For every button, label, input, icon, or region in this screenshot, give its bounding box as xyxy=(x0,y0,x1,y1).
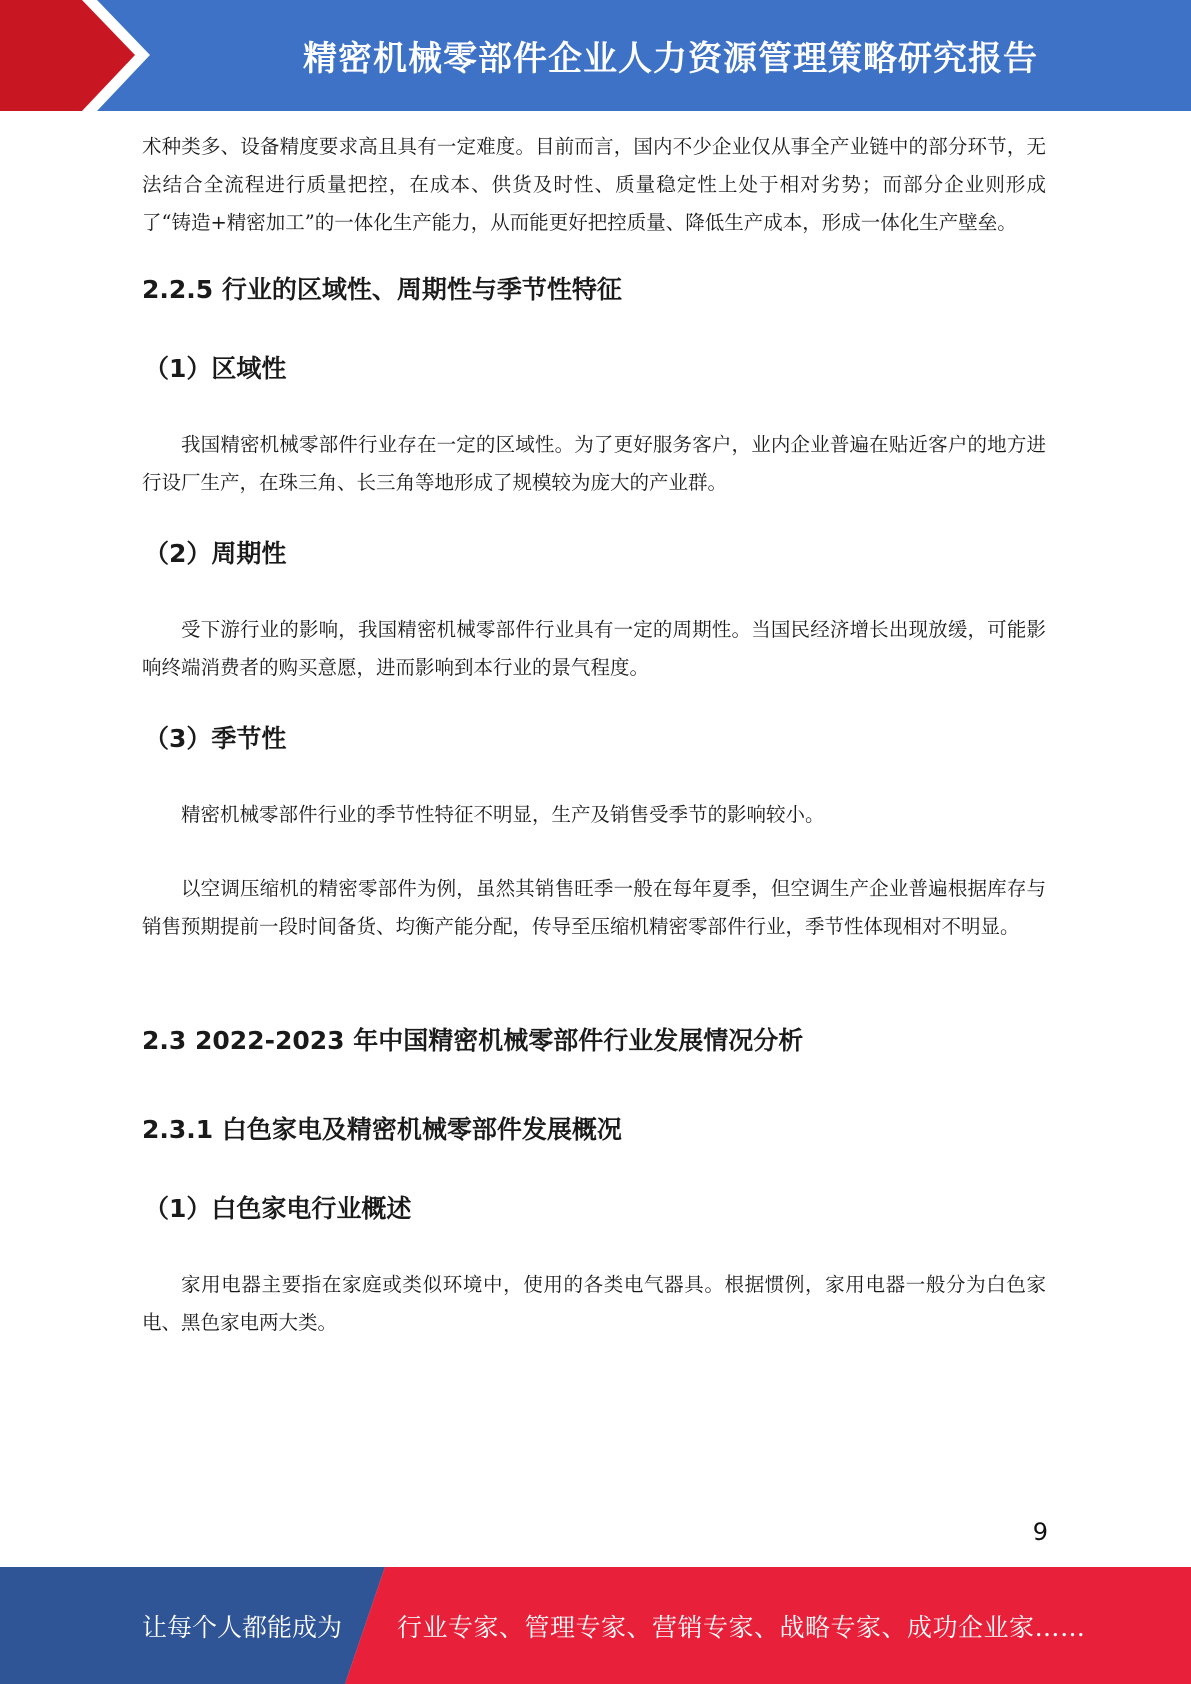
regional-paragraph: 我国精密机械零部件行业存在一定的区域性。为了更好服务客户，业内企业普遍在贴近客户的地方进行设厂生产，在珠三角、长三角等地形成了规模较为庞大的产业群。 xyxy=(142,433,1046,494)
cyclical-heading: （2）周期性 xyxy=(144,539,287,568)
seasonal-paragraph-1: 精密机械零部件行业的季节性特征不明显，生产及销售受季节的影响较小。 xyxy=(181,803,825,826)
footer-slogan-left: 让每个人都能成为 xyxy=(142,1612,343,1642)
section-2-3-heading: 2.3 2022-2023 年中国精密机械零部件行业发展情况分析 xyxy=(142,1026,804,1055)
section-2-3-1-heading: 2.3.1 白色家电及精密机械零部件发展概况 xyxy=(142,1115,622,1144)
cyclical-paragraph: 受下游行业的影响，我国精密机械零部件行业具有一定的周期性。当国民经济增长出现放缓，可能影响终端消费者的购买意愿，进而影响到本行业的景气程度。 xyxy=(142,618,1046,679)
white-appliance-paragraph: 家用电器主要指在家庭或类似环境中，使用的各类电气器具。根据惯例，家用电器一般分为白色家电、黑色家电两大类。 xyxy=(142,1273,1046,1334)
seasonal-heading: （3）季节性 xyxy=(144,724,287,753)
page-number: 9 xyxy=(1032,1518,1048,1546)
seasonal-paragraph-2: 以空调压缩机的精密零部件为例，虽然其销售旺季一般在每年夏季，但空调生产企业普遍根据库存与销售预期提前一段时间备货、均衡产能分配，传导至压缩机精密零部件行业，季节性体现相对不明显。 xyxy=(142,877,1046,938)
report-title: 精密机械零部件企业人力资源管理策略研究报告 xyxy=(303,39,1038,79)
intro-paragraph: 术种类多、设备精度要求高且具有一定难度。目前而言，国内不少企业仅从事全产业链中的部分环节，无法结合全流程进行质量把控，在成本、供货及时性、质量稳定性上处于相对劣势；而部分企业则形成了“铸造+精密加工”的一体化生产能力，从而能更好把控质量、降低生产成本，形成一体化生产壁垒。 xyxy=(142,135,1046,234)
page-body xyxy=(142,128,1046,1342)
footer-slogan-right: 行业专家、管理专家、营销专家、战略专家、成功企业家…… xyxy=(397,1612,1086,1642)
white-appliance-heading: （1）白色家电行业概述 xyxy=(144,1194,412,1223)
section-2-2-5-heading: 2.2.5 行业的区域性、周期性与季节性特征 xyxy=(142,275,622,304)
page-header xyxy=(0,0,1191,111)
regional-heading: （1）区域性 xyxy=(144,354,287,383)
page-footer xyxy=(0,1567,1191,1684)
